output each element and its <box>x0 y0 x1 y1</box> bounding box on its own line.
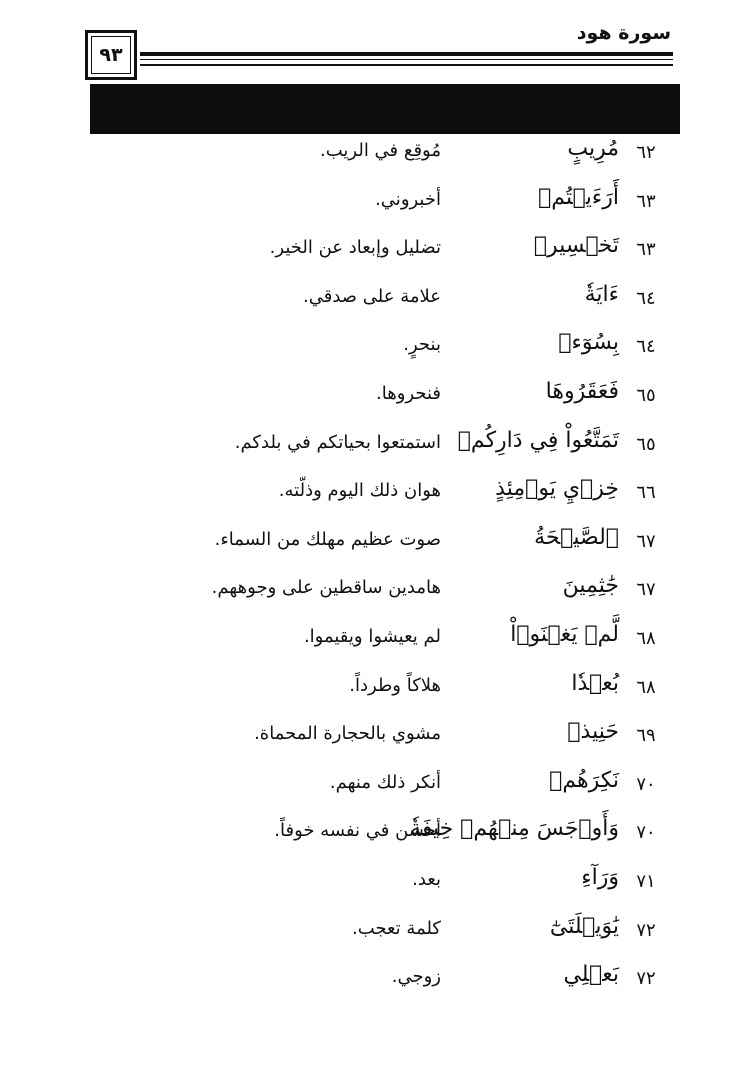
list-item <box>0 183 755 232</box>
list-item <box>0 912 755 961</box>
quran-word: تَخۡسِيرٖ <box>533 233 619 259</box>
word-meaning: لم يعيشوا ويقيموا. <box>303 625 441 647</box>
list-item <box>0 960 755 1009</box>
quran-word: ءَايَةٗ <box>584 281 619 307</box>
list-item <box>0 426 755 475</box>
ayah-number: ٦٣ <box>636 190 656 212</box>
quran-word: وَرَآءِ <box>581 864 619 890</box>
list-item <box>0 669 755 718</box>
quran-word: وَأَوۡجَسَ مِنۡهُمۡ خِيفَةٗ <box>410 816 619 842</box>
word-meaning: تضليل وإبعاد عن الخير. <box>269 237 441 259</box>
header-rule <box>140 52 673 56</box>
list-item <box>0 134 755 183</box>
quran-word: جَٰثِمِينَ <box>562 573 619 599</box>
quran-word: ٱلصَّيۡحَةُ <box>534 524 619 550</box>
ayah-number: ٦٥ <box>636 384 656 406</box>
word-meaning: بعد. <box>412 868 441 890</box>
list-item <box>0 328 755 377</box>
ayah-number: ٦٢ <box>636 142 656 163</box>
glossary-list <box>0 134 755 1009</box>
quran-word: تَمَتَّعُواْ فِي دَارِكُمۡ <box>457 427 619 453</box>
ayah-number: ٦٩ <box>636 725 656 747</box>
ayah-number: ٦٨ <box>636 676 656 698</box>
ayah-number: ٦٧ <box>636 530 656 552</box>
page-header <box>0 0 755 90</box>
word-meaning: مُوقِع في الريب. <box>320 140 441 161</box>
list-item <box>0 620 755 669</box>
ayah-number: ٧٠ <box>636 773 656 795</box>
ayah-number: ٦٨ <box>636 627 656 649</box>
list-item <box>0 280 755 329</box>
word-meaning: أنكر ذلك منهم. <box>329 771 441 793</box>
header-rule <box>140 64 673 66</box>
quran-word: حَنِيذٖ <box>567 719 619 745</box>
list-item <box>0 766 755 815</box>
quran-word: نَكِرَهُمۡ <box>549 767 619 793</box>
ayah-number: ٧٠ <box>636 822 656 844</box>
word-meaning: أخبروني. <box>375 188 441 210</box>
list-item <box>0 863 755 912</box>
word-meaning: كلمة تعجب. <box>351 917 441 939</box>
word-meaning: أحسن في نفسه خوفاً. <box>274 820 441 842</box>
word-meaning: استمتعوا بحياتكم في بلدكم. <box>234 431 441 453</box>
word-meaning: زوجي. <box>391 966 441 988</box>
quran-word: بَعۡلِي <box>563 962 619 988</box>
header-band <box>90 84 680 134</box>
word-meaning: علامة على صدقي. <box>303 285 441 307</box>
ayah-number: ٦٦ <box>636 482 656 504</box>
list-item <box>0 474 755 523</box>
word-meaning: بنحرٍ. <box>403 334 441 356</box>
quran-word: مُرِيبٍ <box>567 136 619 161</box>
quran-word: يَٰوَيۡلَتَىٰٓ <box>549 913 619 939</box>
ayah-number: ٦٧ <box>636 579 656 601</box>
quran-word: لَّمۡ يَغۡنَوۡاْ <box>510 621 619 647</box>
word-meaning: صوت عظيم مهلك من السماء. <box>214 528 441 550</box>
page-number: ٩٣ <box>99 44 123 66</box>
word-meaning: هوان ذلك اليوم وذلّته. <box>278 480 441 502</box>
list-item <box>0 717 755 766</box>
word-meaning: هلاكاً وطرداً. <box>349 674 441 696</box>
ayah-number: ٦٣ <box>636 239 656 261</box>
ayah-number: ٧٢ <box>636 968 656 990</box>
word-meaning: مشوي بالحجارة المحماة. <box>254 723 441 745</box>
ayah-number: ٧٢ <box>636 919 656 941</box>
surah-title: سورة هود <box>576 22 671 44</box>
list-item <box>0 523 755 572</box>
ayah-number: ٦٤ <box>636 287 656 309</box>
quran-word: أَرَءَيۡتُمۡ <box>538 184 619 210</box>
ayah-number: ٦٤ <box>636 336 656 358</box>
list-item <box>0 231 755 280</box>
header-rule <box>140 59 673 60</box>
ayah-number: ٦٥ <box>636 433 656 455</box>
word-meaning: فنحروها. <box>376 382 441 404</box>
quran-word: بُعۡدٗا <box>571 670 619 696</box>
ayah-number: ٧١ <box>636 870 656 892</box>
page-number-box <box>85 30 137 80</box>
list-item <box>0 377 755 426</box>
quran-word: خِزۡيِ يَوۡمِئِذٍ <box>495 476 619 502</box>
word-meaning: هامدين ساقطين على وجوههم. <box>211 577 441 599</box>
list-item <box>0 814 755 863</box>
quran-word: فَعَقَرُوهَا <box>545 378 619 404</box>
quran-word: بِسُوٓءٖ <box>558 330 619 356</box>
list-item <box>0 571 755 620</box>
